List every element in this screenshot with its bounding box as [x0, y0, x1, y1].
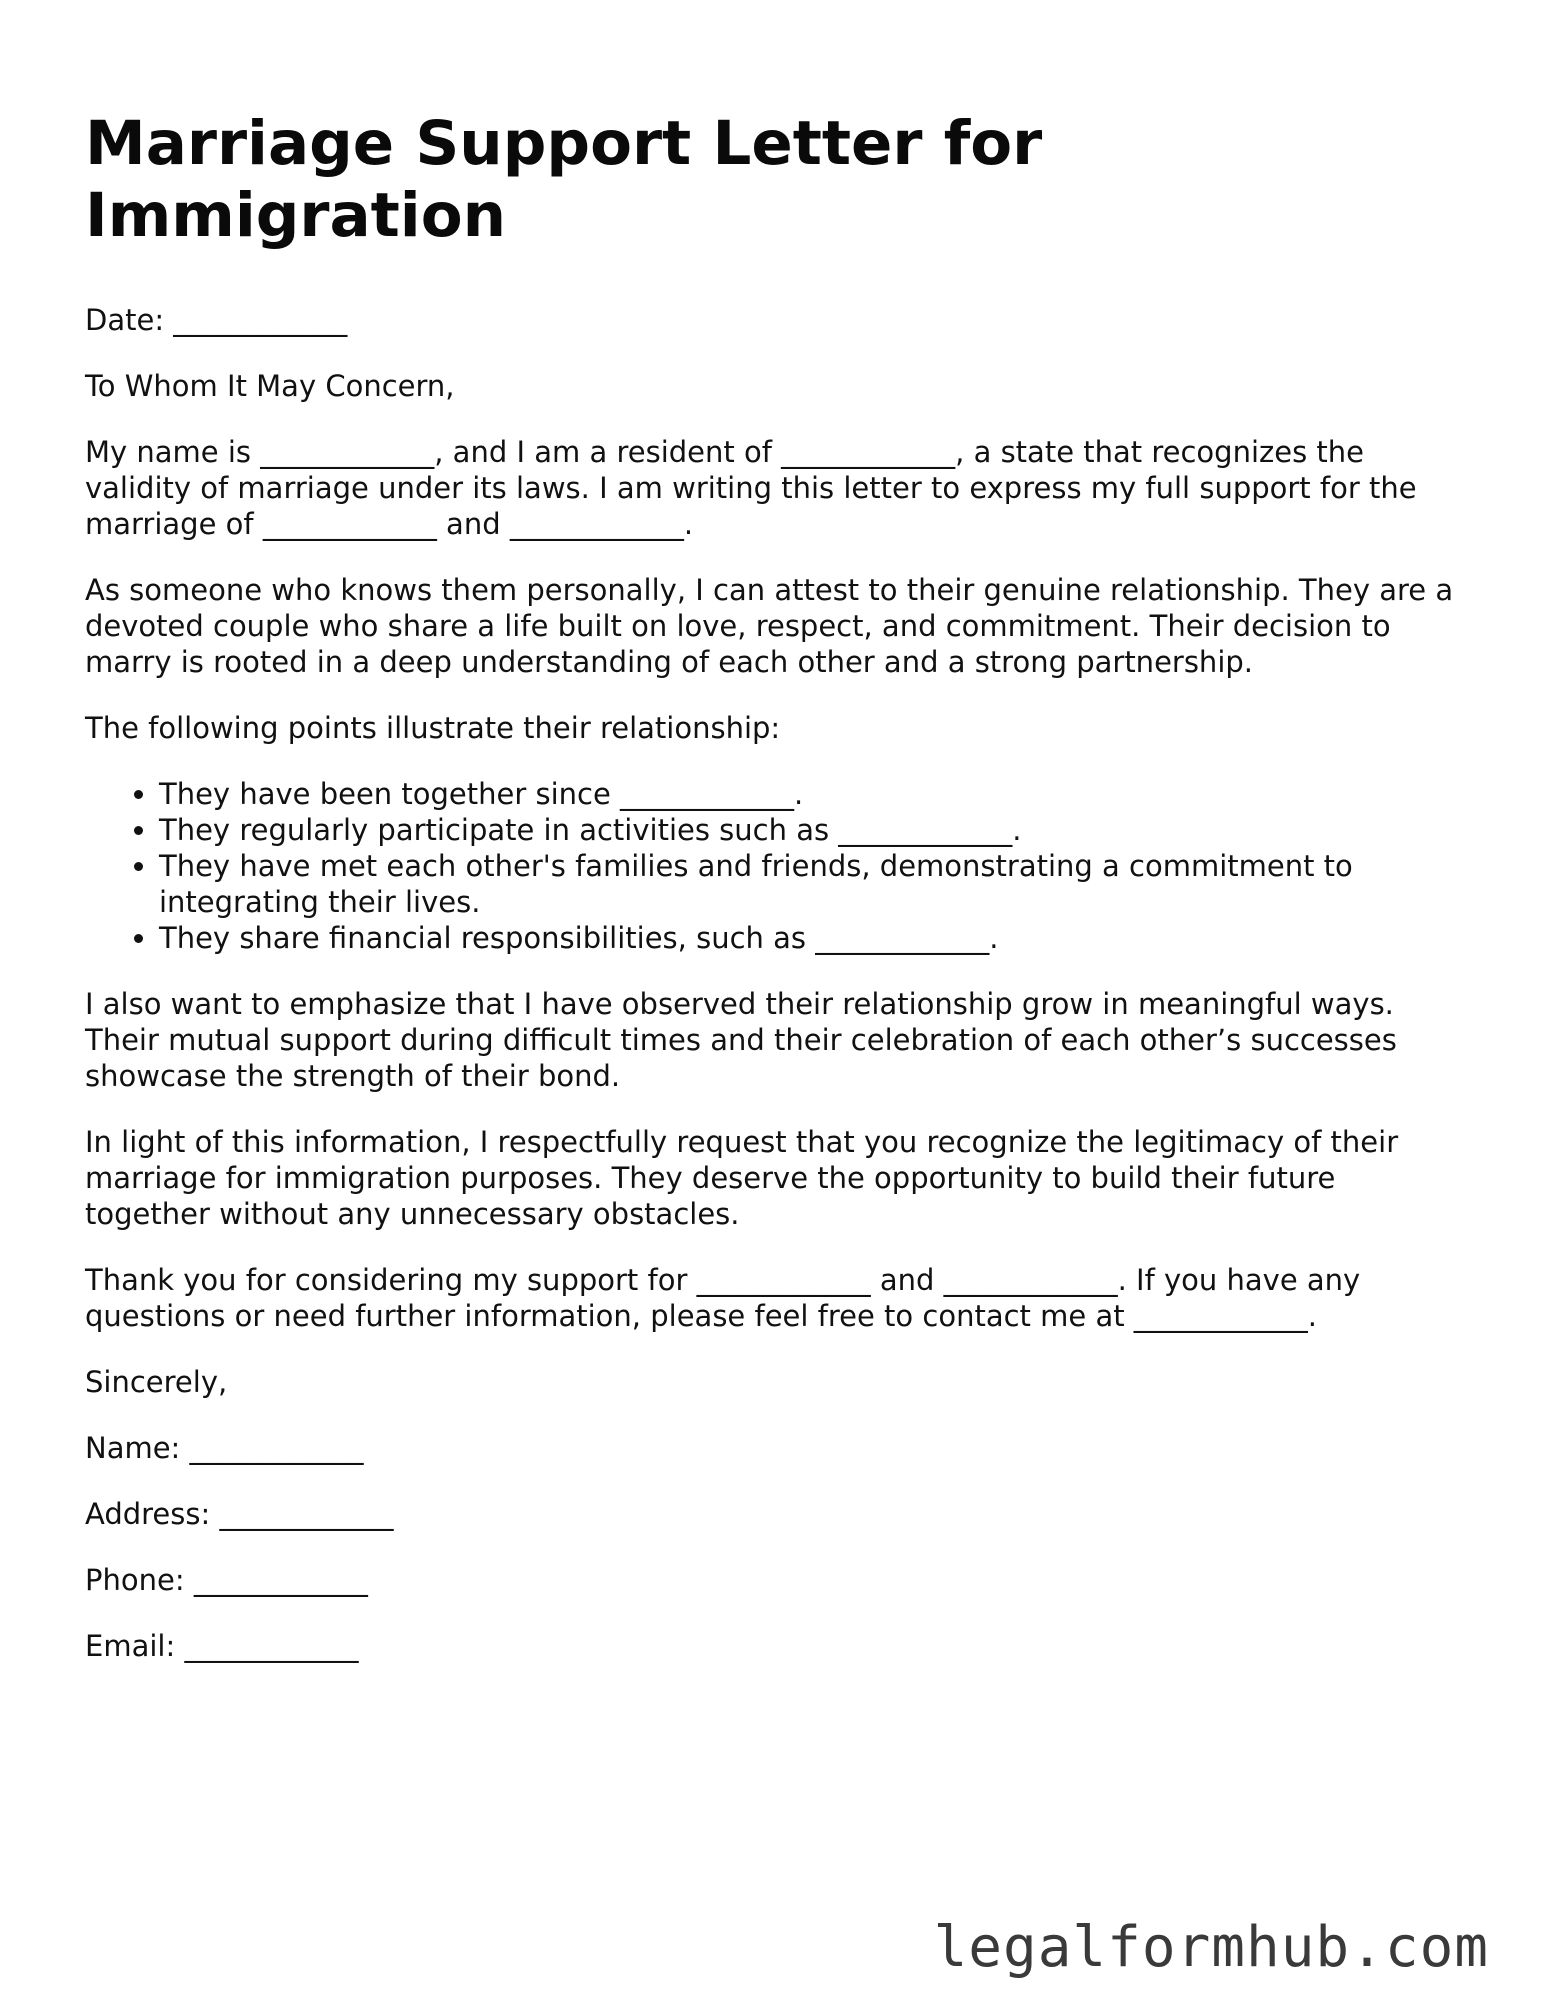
- request-paragraph: In light of this information, I respectfully request that you recognize the legitimacy of their marriage for immigration purposes. They deserve the opportunity to build their future together without any unnecessary obstacles.: [85, 1125, 1399, 1231]
- relationship-points-list: [85, 776, 1465, 956]
- points-intro: The following points illustrate their relationship:: [85, 711, 781, 745]
- emphasize-paragraph: I also want to emphasize that I have observed their relationship grow in meaningful ways. Their mutual support during difficult times and their celebration of each other’s successes showcase the strength of their bond.: [85, 987, 1397, 1093]
- list-item: • They regularly participate in activities such as ____________.: [159, 812, 1465, 848]
- list-item: • They have met each other's families and friends, demonstrating a commitment to integrating their lives.: [159, 848, 1465, 920]
- letter-page: [85, 108, 1465, 1694]
- name-line: Name: ____________: [85, 1431, 364, 1465]
- email-line: Email: ____________: [85, 1629, 359, 1663]
- page-title: Marriage Support Letter for Immigration: [85, 108, 1043, 251]
- address-line: Address: ____________: [85, 1497, 394, 1531]
- date-line: Date: ____________: [85, 303, 348, 337]
- phone-line: Phone: ____________: [85, 1563, 368, 1597]
- closing: Sincerely,: [85, 1365, 228, 1399]
- list-item: • They have been together since ____________.: [159, 776, 1465, 812]
- list-item: • They share financial responsibilities, such as ____________.: [159, 920, 1465, 956]
- attest-paragraph: As someone who knows them personally, I can attest to their genuine relationship. They are a devoted couple who share a life built on love, respect, and commitment. Their decision to marry is rooted in a deep understanding of each other and a strong partnership.: [85, 573, 1454, 679]
- thanks-paragraph: Thank you for considering my support for ____________ and ____________. If you have any questions or need further information, please feel free to contact me at ____________.: [85, 1263, 1361, 1333]
- salutation: To Whom It May Concern,: [85, 369, 455, 403]
- watermark: legalformhub.com: [933, 1915, 1489, 1980]
- intro-paragraph: My name is ____________, and I am a resident of ____________, a state that recognizes the validity of marriage under its laws. I am writing this letter to express my full support for the marriage of ____________ and ____________.: [85, 435, 1417, 541]
